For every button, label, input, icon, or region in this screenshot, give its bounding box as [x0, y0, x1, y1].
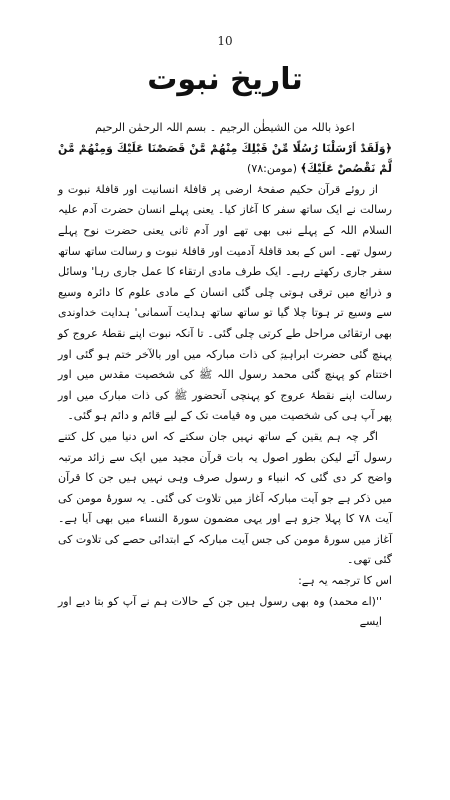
translation-intro: اس کا ترجمہ یہ ہے:: [298, 574, 392, 588]
quran-verse: [58, 139, 392, 180]
paragraph-2: اگر چہ ہم یقین کے ساتھ نہیں جان سکتے کہ اس دنیا میں کل کتنے رسول آئے لیکن بطور اصول یہ بات قرآن مجید میں ایک سے زائد مرتبہ واضح کر دی گئی کہ انبیاء و رسول صرف وہی نہیں ہیں جن کا قرآن میں ذکر ہے جو آیت مبارکہ آغاز میں تلاوت کی گئی۔ یہ سورۂ مومن کی آیت ۷۸ کا پہلا جزو ہے اور یہی مضمون سورۃ النساء میں بھی آیا ہے۔ آغاز میں سورۂ مومن کی جس آیت مبارکہ کے ابتدائی حصے کی تلاوت کی گئی تھی۔: [58, 429, 392, 567]
ayah-text: ﴿وَلَقَدْ اَرْسَلْنَا رُسُلًا مِّنْ قَبْلِكَ مِنْهُمْ مَّنْ قَصَصْنَا عَلَيْكَ وَمِنْهُمْ مَّنْ لَّمْ نَقْصُصْ عَلَيْكَ﴾: [58, 141, 392, 176]
chapter-title: تاریخ نبوت: [147, 62, 303, 97]
body-text: [58, 118, 392, 633]
translation-text: ''(اے محمد) وہ بھی رسول ہیں جن کے حالات ہم نے آپ کو بتا دیے اور ایسے: [58, 594, 382, 629]
basmala: اعوذ باللہ من الشیطٰن الرجیم ۔ بسم اللہ الرحمٰن الرحیم: [95, 121, 355, 134]
paragraph-1: از روئے قرآن حکیم صفحۂ ارضی پر قافلۂ انسانیت اور قافلۂ نبوت و رسالت نے ایک ساتھ سفر کا آغاز کیا۔ یعنی پہلے انسان حضرت آدم علیہ السلام اللہ کے پہلے نبی بھی تھے اور آدم ثانی یعنی حضرت نوح پہلے رسول تھے۔ اس کے بعد قافلۂ آدمیت اور قافلۂ نبوت و رسالت ساتھ ساتھ سفر جاری رکھتے رہے۔ ایک طرف مادی ارتقاء کا عمل جاری رہا' وسائل و ذرائع میں ترقی ہوتی چلی گئی انسان کے مادی علوم کا دائرہ وسیع سے وسیع تر ہوتا چلا گیا تو ساتھ ساتھ ہدایت آسمانی' ہدایت خداوندی بھی ارتقائی مراحل طے کرتی چلی گئی۔ تا آنکہ نبوت اپنے نقطۂ عروج کو پہنچ گئی حضرت ابراہیمؑ کی ذات مبارکہ میں اور بالآخر ختم ہو گئی اور اختتام کو پہنچ گئی محمد رسول اللہ ﷺ کی شخصیت مقدس میں اور رسالت اپنے نقطۂ عروج کو پہنچی آنحضور ﷺ کی ذات مبارک میں اور پھر آپ ہی کی شخصیت میں وہ قیامت تک کے لیے قائم و دائم ہو گئی۔: [58, 182, 392, 423]
ayah-reference: (مومن:۷۸): [247, 162, 297, 176]
page-number: 10: [217, 34, 233, 48]
